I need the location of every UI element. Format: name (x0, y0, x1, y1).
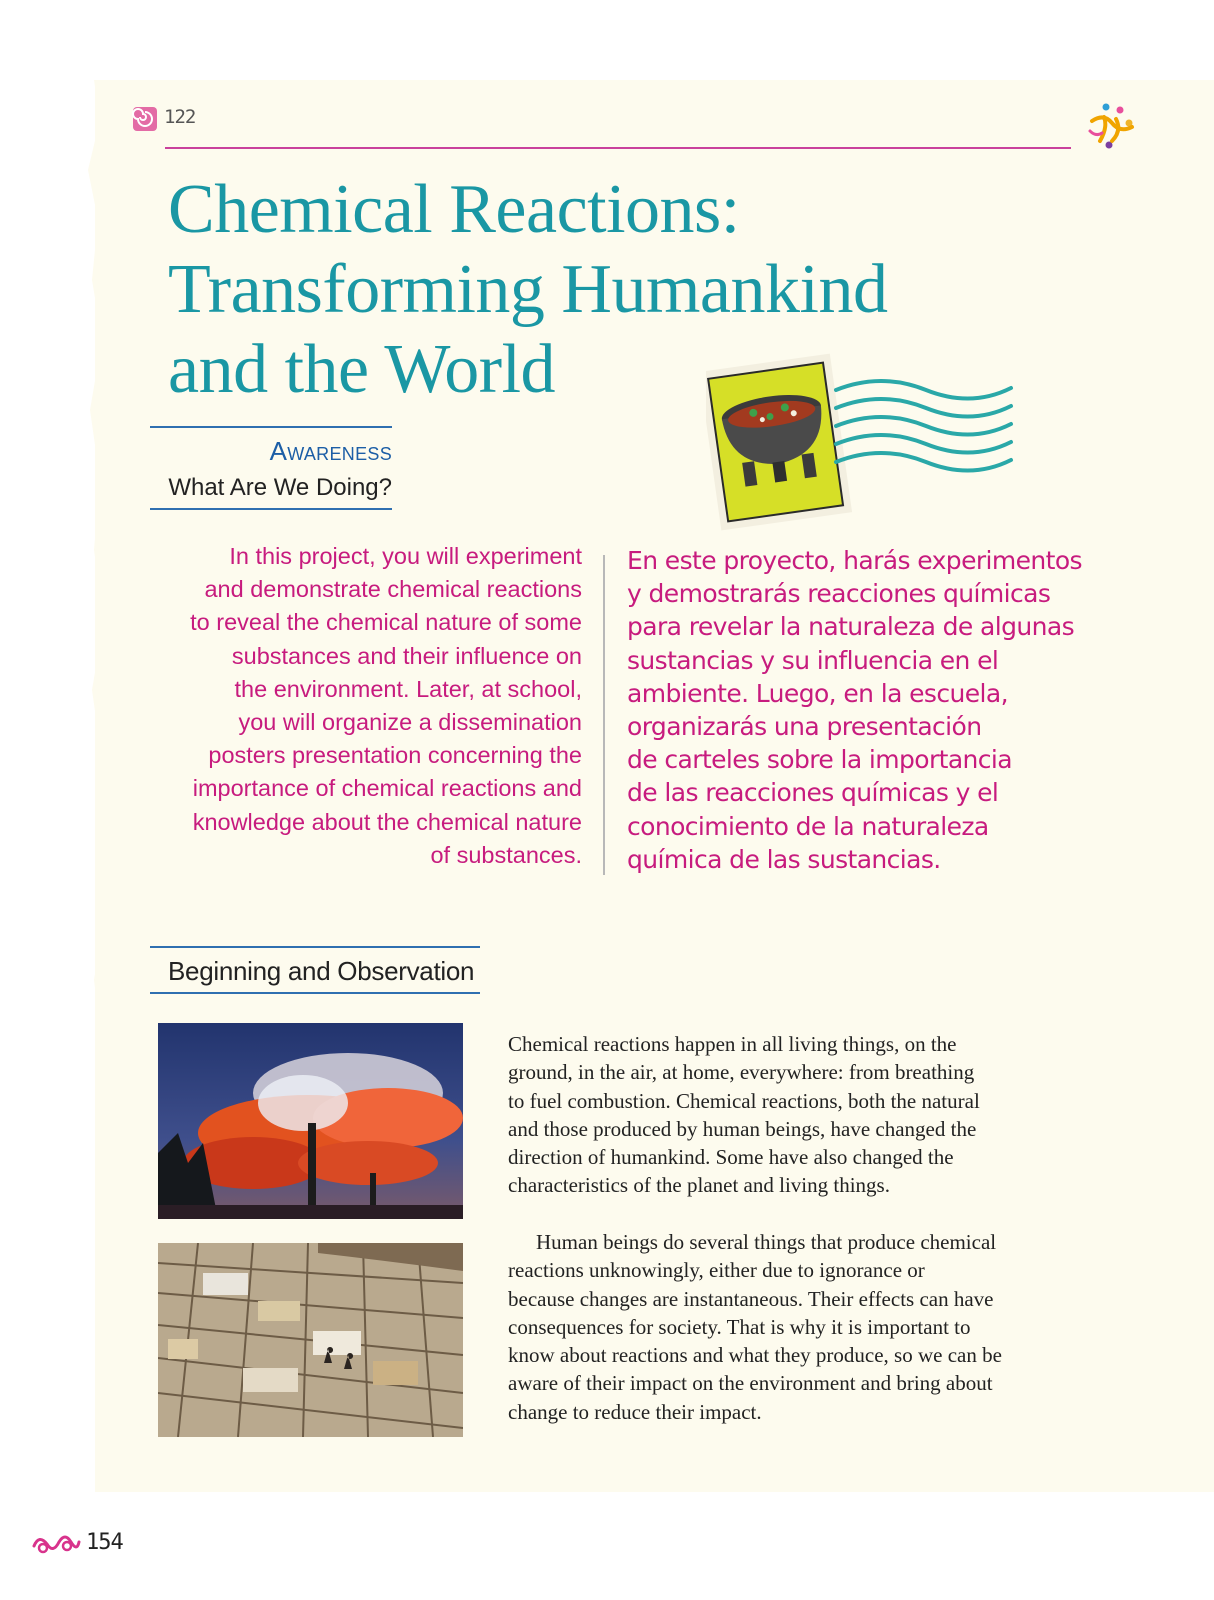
swirl-glyph-icon (132, 106, 158, 132)
section-top-rule (150, 946, 480, 948)
intro-english-line: and demonstrate chemical reactions (204, 576, 582, 603)
intro-spanish-line: organizarás una presentación (627, 712, 982, 742)
paragraph-line: Chemical reactions happen in all living things, on the (508, 1032, 957, 1056)
intro-english-line: In this project, you will experiment (229, 543, 582, 569)
paragraph-line: and those produced by human beings, have changed the (508, 1116, 977, 1141)
intro-english-line: posters presentation concerning the (208, 742, 582, 769)
intro-spanish-line: ambiente. Luego, en la escuela, (627, 678, 1008, 708)
title-line: Transforming Humankind (168, 251, 888, 328)
intro-spanish-line: sustancias y su influencia en el (627, 645, 999, 675)
paragraph-line: because changes are instantaneous. Their effects can have (508, 1286, 994, 1311)
title-line: Chemical Reactions: (168, 171, 740, 248)
awareness-bottom-rule (150, 508, 392, 510)
section-heading: Beginning and Observation (168, 956, 475, 986)
intro-spanish (627, 544, 1097, 876)
awareness-subtitle: What Are We Doing? (168, 474, 392, 501)
intro-spanish-line: y demostrarás reacciones químicas (627, 579, 1051, 609)
paragraph-line: direction of humankind. Some have also changed the (508, 1145, 954, 1170)
paragraph-line: change to reduce their impact. (508, 1399, 762, 1424)
intro-spanish-line: química de las sustancias. (627, 844, 941, 874)
paragraph-line: know about reactions and what they produce, so we can be (508, 1343, 1002, 1368)
intro-spanish-line: de las reacciones químicas y el (627, 778, 999, 808)
intro-spanish-line: de carteles sobre la importancia (627, 745, 1012, 775)
intro-english-line: you will organize a dissemination (238, 709, 582, 736)
smokestack-photo (158, 1023, 463, 1219)
intro-spanish-line: conocimiento de la naturaleza (627, 811, 989, 841)
paragraph-line: consequences for society. That is why it is important to (508, 1314, 971, 1339)
column-divider (603, 555, 605, 875)
header-page-number: 122 (164, 106, 196, 128)
community-dots-emblem-icon (1082, 101, 1138, 157)
paragraph-line: ground, in the air, at home, everywhere: from breathing (508, 1060, 975, 1085)
body-paragraph (508, 1228, 1068, 1426)
header-rule (165, 147, 1071, 149)
paragraph-line: characteristics of the planet and living things. (508, 1173, 890, 1198)
intro-english-line: of substances. (430, 841, 582, 868)
paragraph-line: Human beings do several things that produce chemical (536, 1230, 997, 1254)
intro-english (158, 540, 582, 872)
footer-page-number: 154 (86, 1530, 123, 1555)
intro-spanish-line: En este proyecto, harás experimentos (627, 546, 1082, 575)
intro-english-line: importance of chemical reactions and (192, 775, 582, 802)
section-bottom-rule (150, 992, 480, 994)
intro-english-line: substances and their influence on (231, 642, 582, 669)
salt-pans-photo (158, 1243, 463, 1437)
body-paragraph (508, 1030, 1068, 1200)
intro-english-line: to reveal the chemical nature of some (190, 609, 582, 636)
awareness-top-rule (150, 426, 392, 428)
awareness-label: Awareness (269, 436, 392, 466)
title-line: and the World (168, 331, 556, 408)
intro-spanish-line: para revelar la naturaleza de algunas (627, 612, 1075, 642)
decorative-knot-icon (31, 1532, 81, 1556)
intro-english-line: the environment. Later, at school, (234, 675, 582, 702)
torn-edge (84, 80, 118, 1492)
paragraph-line: aware of their impact on the environment and bring about (508, 1371, 993, 1396)
paragraph-line: reactions unknowingly, either due to ignorance or (508, 1258, 925, 1283)
intro-english-line: knowledge about the chemical nature (192, 808, 582, 835)
paragraph-line: to fuel combustion. Chemical reactions, both the natural (508, 1088, 980, 1113)
molcajete-stamp-icon (706, 350, 1026, 535)
